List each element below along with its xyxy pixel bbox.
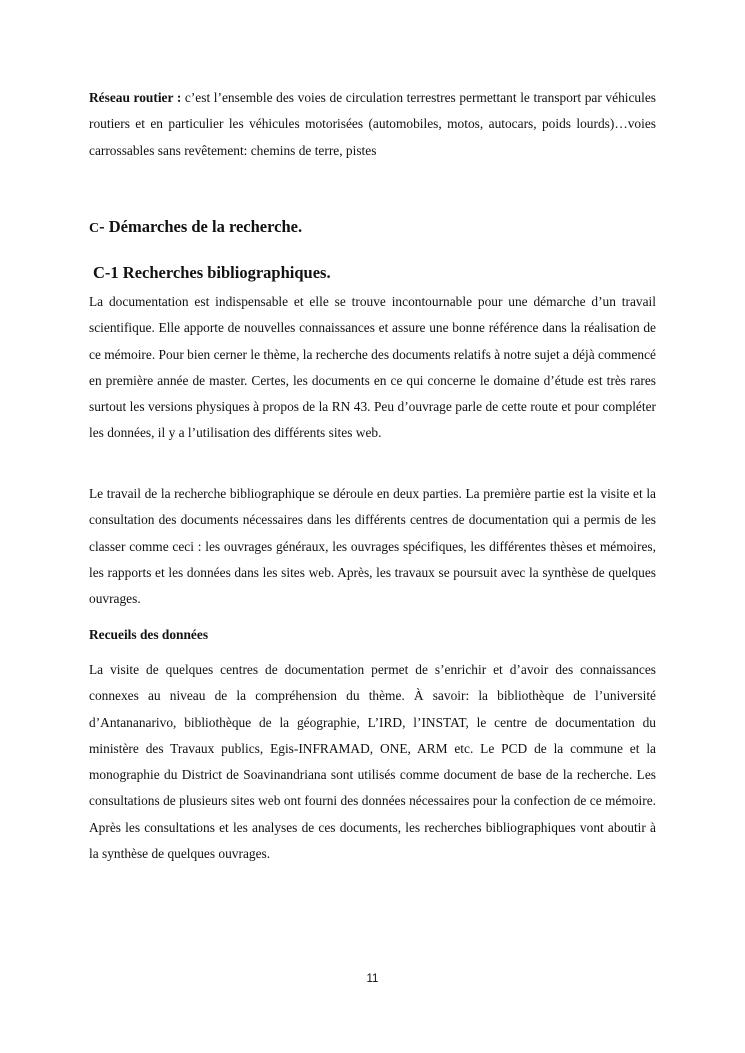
definition-text: c’est l’ensemble des voies de circulation terrestres permettant le transport par véhicules routiers et en particulier les véhicules motorisées (automobiles, motos, autocars, poids lourds)…voies carrossables sans revêtement: chemins de terre, pistes xyxy=(89,90,656,158)
section-heading-c1: C-1 Recherches bibliographiques. xyxy=(93,263,331,282)
subheading-recueils: Recueils des données xyxy=(89,627,209,642)
paragraph-visite-centres: La visite de quelques centres de documentation permet de s’enrichir et d’avoir des connaissances connexes au niveau de la compréhension du thème. À savoir: la bibliothèque de l’université d’Antananarivo, bibliothèque de la géographie, L’IRD, l’INSTAT, le centre de documentation du ministère des Travaux publics, Egis-INFRAMAD, ONE, ARM etc. Le PCD de la commune et la monographie du District de Soavinandriana sont utilisés comme document de base de la recherche. Les consultations de plusieurs sites web ont fourni des données nécessaires pour la confection de ce mémoire. Après les consultations et les analyses de ces documents, les recherches bibliographiques vont aboutir à la synthèse de quelques ouvrages. xyxy=(89,662,656,862)
page-number: 11 xyxy=(366,973,379,985)
term-reseau-routier: Réseau routier : xyxy=(89,90,182,105)
section-title: - Démarches de la recherche. xyxy=(99,217,303,236)
paragraph-documentation: La documentation est indispensable et elle se trouve incontournable pour une démarche d’un travail scientifique. Elle apporte de nouvelles connaissances et assure une bonne référence dans la réalisation de ce mémoire. Pour bien cerner le thème, la recherche des documents relatifs à notre sujet a déjà commencé en première année de master. Certes, les documents en ce qui concerne le domaine d’étude est très rares surtout les versions physiques à propos de la RN 43. Peu d’ouvrage parle de cette route et pour compléter les données, il y a l’utilisation des différents sites web. xyxy=(89,294,656,441)
paragraph-travail-recherche: Le travail de la recherche bibliographique se déroule en deux parties. La première partie est la visite et la consultation des documents nécessaires dans les différents centres de documentation qui a permis de les classer comme ceci : les ouvrages généraux, les ouvrages spécifiques, les différentes thèses et mémoires, les rapports et les données dans les sites web. Après, les travaux se poursuit avec la synthèse de quelques ouvrages. xyxy=(89,486,656,607)
section-heading-c xyxy=(89,216,302,240)
definition-reseau-routier xyxy=(89,85,656,164)
section-letter: C xyxy=(89,221,100,236)
